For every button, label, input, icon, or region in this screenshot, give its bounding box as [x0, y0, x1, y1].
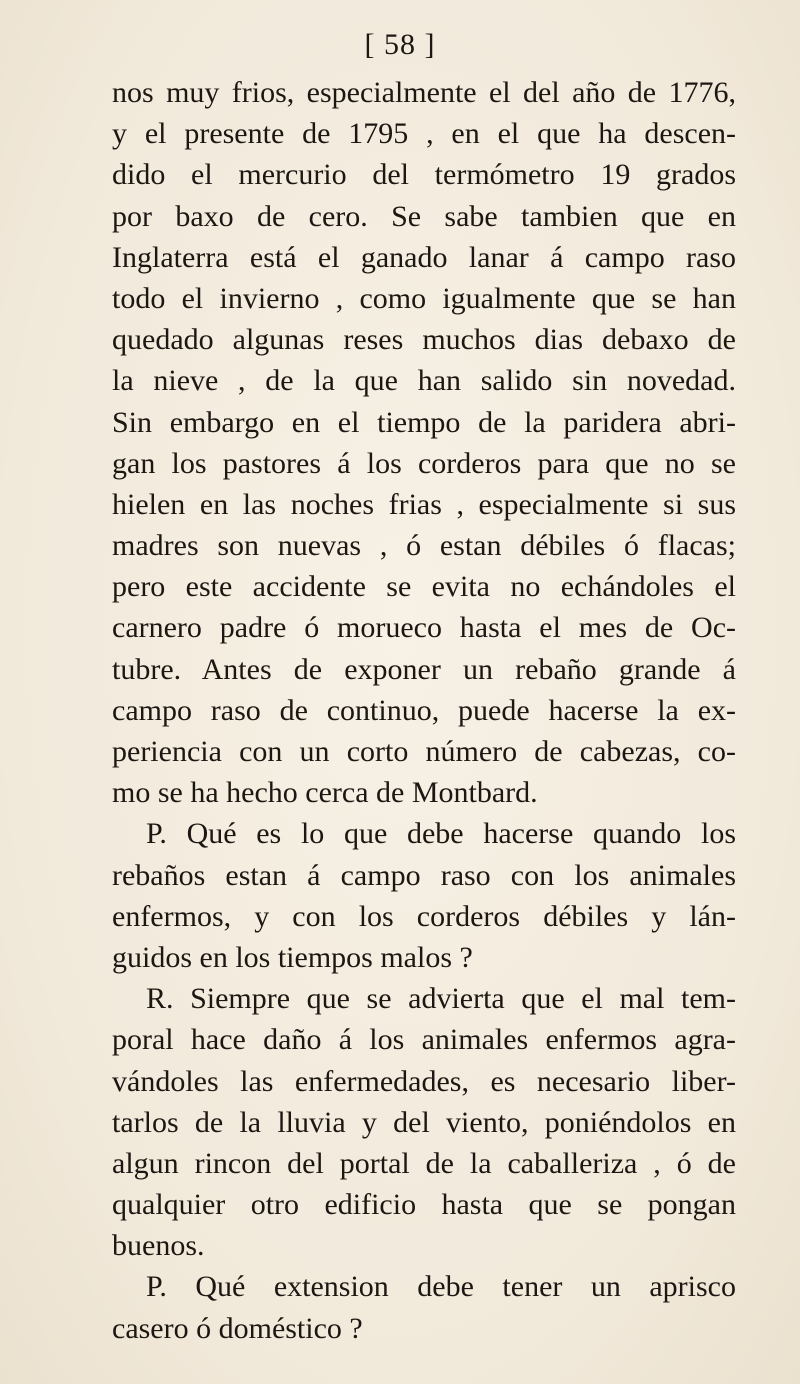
text-line: todo el invierno , como igualmente que se han: [112, 281, 736, 315]
text-line: tubre. Antes de exponer un rebaño grande á: [112, 652, 736, 686]
text-line: gan los pastores á los corderos para que no se: [112, 446, 736, 480]
text-line: pero este accidente se evita no echándoles el: [112, 570, 736, 604]
text-line: enfermos, y con los corderos débiles y lán-: [112, 899, 736, 933]
text-line: por baxo de cero. Se sabe tambien que en: [112, 199, 736, 233]
text-line: algun rincon del portal de la caballeriza , ó de: [112, 1146, 736, 1180]
question-line: P. Qué extension debe tener un aprisco: [146, 1270, 736, 1304]
text-line: casero ó doméstico ?: [112, 1311, 363, 1345]
text-line: dido el mercurio del termómetro 19 grados: [112, 158, 736, 192]
text-line: Sin embargo en el tiempo de la paridera abri-: [112, 405, 736, 439]
text-line: mo se ha hecho cerca de Montbard.: [112, 776, 538, 810]
text-line: hielen en las noches frias , especialmente si sus: [112, 487, 736, 521]
text-line: Inglaterra está el ganado lanar á campo raso: [112, 240, 736, 274]
text-line: buenos.: [112, 1229, 205, 1263]
question-line: P. Qué es lo que debe hacerse quando los: [146, 817, 736, 851]
text-line: nos muy frios, especialmente el del año de 1776,: [112, 76, 736, 109]
text-line: guidos en los tiempos malos ?: [112, 940, 473, 974]
text-line: carnero padre ó morueco hasta el mes de Oc-: [112, 611, 736, 645]
text-line: vándoles las enfermedades, es necesario liber-: [112, 1064, 736, 1098]
text-line: rebaños estan á campo raso con los animales: [112, 858, 736, 892]
text-line: la nieve , de la que han salido sin novedad.: [112, 364, 736, 398]
page-number: [ 58 ]: [364, 28, 436, 61]
text-line: y el presente de 1795 , en el que ha descen-: [112, 117, 736, 151]
text-line: periencia con un corto número de cabezas, co-: [112, 735, 736, 768]
text-line: poral hace daño á los animales enfermos agra-: [112, 1023, 736, 1057]
text-line: qualquier otro edificio hasta que se pongan: [112, 1188, 736, 1222]
body-text: [112, 72, 736, 1349]
text-line: quedado algunas reses muchos dias debaxo de: [112, 323, 736, 357]
text-line: tarlos de la lluvia y del viento, poniéndolos en: [112, 1105, 736, 1139]
text-line: campo raso de continuo, puede hacerse la ex-: [112, 693, 736, 727]
text-line: madres son nuevas , ó estan débiles ó flacas;: [112, 529, 736, 563]
answer-line: R. Siempre que se advierta que el mal tem-: [146, 982, 736, 1016]
